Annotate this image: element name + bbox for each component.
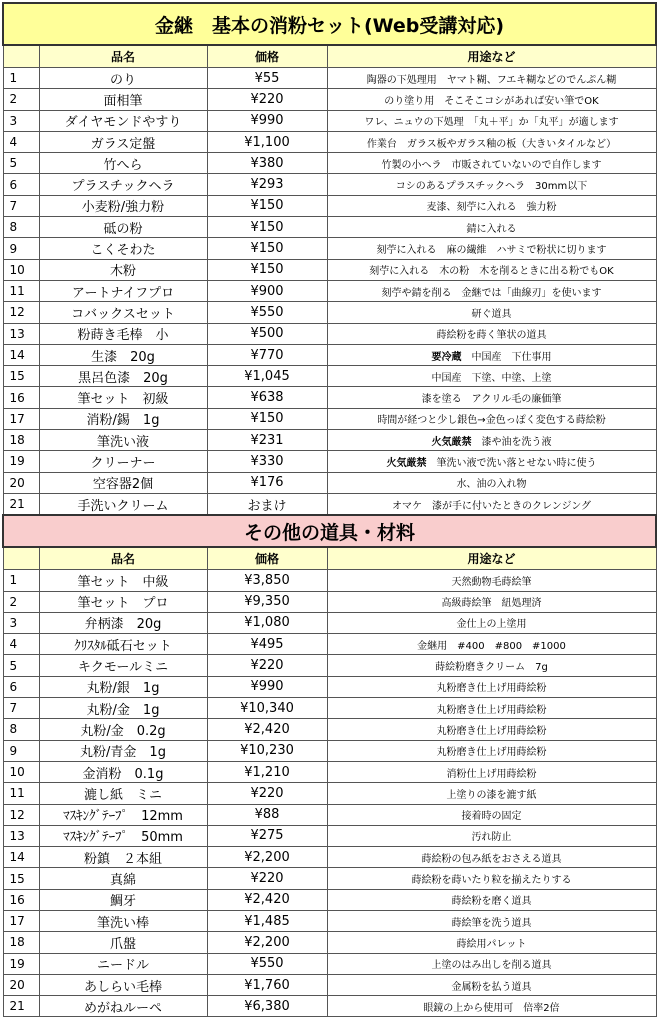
item-use-text: 中国産 下仕事用 [461,351,552,363]
item-number: 11 [3,783,39,804]
table-row [3,451,656,472]
item-price: ¥1,210 [207,761,327,782]
item-use-text: 蒔絵用パレット [456,938,527,950]
item-number: 2 [3,591,39,612]
item-use-text: ワレ、ニュウの下処理 「丸＋平」か「丸平」が適します [364,117,619,129]
item-price: ¥2,420 [207,719,327,740]
table-row [3,868,656,889]
table-row [3,217,656,238]
item-number: 3 [3,110,39,131]
item-use-text: 眼鏡の上から使用可 倍率2倍 [423,1002,560,1014]
item-number: 18 [3,932,39,953]
item-use [327,387,656,408]
item-use [327,89,656,110]
item-use-text: 丸粉磨き仕上げ用蒔絵粉 [436,704,547,716]
item-use-text: 天然動物毛蒔絵筆 [451,576,532,588]
item-price: ¥220 [207,868,327,889]
table-row [3,493,656,515]
header-number [3,45,39,68]
item-use [327,783,656,804]
table-row [3,280,656,301]
item-use [327,131,656,152]
item-use [327,932,656,953]
item-use [327,430,656,451]
header-row [3,547,656,570]
table-row [3,655,656,676]
table-row [3,698,656,719]
table-row [3,89,656,110]
item-use [327,280,656,301]
item-price: おまけ [207,493,327,515]
item-use-text: 丸粉磨き仕上げ用蒔絵粉 [436,683,547,695]
item-number: 13 [3,825,39,846]
item-use-text: 接着時の固定 [461,811,522,823]
item-price: ¥550 [207,302,327,323]
item-use-text: 刻苧に入れる 木の粉 木を削るときに出る粉でもOK [369,266,614,278]
item-price: ¥2,200 [207,847,327,868]
item-price: ¥990 [207,110,327,131]
table-row [3,302,656,323]
item-number: 16 [3,387,39,408]
warning-label: 火気厳禁 [431,436,472,448]
item-use [327,996,656,1017]
table-row [3,472,656,493]
item-use [327,110,656,131]
item-use [327,847,656,868]
item-number: 1 [3,68,39,89]
item-name: 手洗いクリーム [39,493,207,515]
table-row [3,323,656,344]
item-use-text: 竹製の小へラ 市販されていないので自作します [381,159,602,171]
item-price: ¥495 [207,634,327,655]
table-row [3,847,656,868]
item-name: ガラス定盤 [39,131,207,152]
item-name: 丸粉/銀 1g [39,676,207,697]
item-name: あしらい毛棒 [39,974,207,995]
item-price: ¥1,080 [207,612,327,633]
item-number: 6 [3,676,39,697]
basic-set-section [3,3,656,515]
item-price: ¥88 [207,804,327,825]
item-name: めがねルーペ [39,996,207,1017]
header-number [3,547,39,570]
item-name: 金消粉 0.1g [39,761,207,782]
item-number: 8 [3,217,39,238]
item-use-text: コシのあるプラスチックヘラ 30mm以下 [395,181,588,193]
item-price: ¥3,850 [207,570,327,591]
item-use-text: 錆に入れる [466,223,517,235]
item-name: 空容器2個 [39,472,207,493]
item-name: 筆セット 中級 [39,570,207,591]
item-use [327,570,656,591]
item-number: 12 [3,804,39,825]
item-use [327,676,656,697]
item-use [327,655,656,676]
item-use-text: 蒔絵粉を蒔く筆状の道具 [436,330,547,342]
item-price: ¥6,380 [207,996,327,1017]
item-name: ﾏｽｷﾝｸﾞﾃｰﾌﾟ 50mm [39,825,207,846]
item-price: ¥1,760 [207,974,327,995]
item-use-text: 上塗のはみ出しを削る道具 [431,960,552,972]
item-name: ｸﾘｽﾀﾙ砥石セット [39,634,207,655]
item-number: 4 [3,131,39,152]
item-price: ¥150 [207,408,327,429]
item-use-text: 研ぐ道具 [471,308,512,320]
item-number: 2 [3,89,39,110]
item-name: 漉し紙 ミニ [39,783,207,804]
item-use [327,238,656,259]
item-number: 14 [3,847,39,868]
item-price: ¥220 [207,783,327,804]
item-name: プラスチックヘラ [39,174,207,195]
item-number: 5 [3,655,39,676]
table-row [3,591,656,612]
item-name: 筆セット プロ [39,591,207,612]
item-number: 20 [3,472,39,493]
item-number: 17 [3,408,39,429]
item-number: 10 [3,259,39,280]
table-row [3,932,656,953]
item-number: 7 [3,195,39,216]
item-number: 10 [3,761,39,782]
item-number: 12 [3,302,39,323]
item-price: ¥220 [207,89,327,110]
table-row [3,259,656,280]
item-name: ダイヤモンドやすり [39,110,207,131]
item-use-text: 蒔絵粉の包み紙をおさえる道具 [421,853,562,865]
item-use [327,719,656,740]
item-use-text: 蒔絵粉を蒔いたり粒を揃えたりする [411,875,572,887]
item-number: 13 [3,323,39,344]
table-row [3,804,656,825]
item-use [327,591,656,612]
table-row [3,783,656,804]
item-use [327,153,656,174]
item-price: ¥275 [207,825,327,846]
item-name: のり [39,68,207,89]
price-sheet [2,2,655,1017]
item-price: ¥2,420 [207,889,327,910]
item-name: 丸粉/金 0.2g [39,719,207,740]
item-name: 粉鎮 ２本組 [39,847,207,868]
item-name: キクモールミニ [39,655,207,676]
section-title-row [3,515,656,547]
sheet-title: 金継 基本の消粉セット(Web受講対応) [3,3,656,45]
item-number: 17 [3,910,39,931]
item-price: ¥9,350 [207,591,327,612]
table-row [3,761,656,782]
item-use [327,174,656,195]
item-name: 消粉/錫 1g [39,408,207,429]
table-row [3,676,656,697]
item-use [327,761,656,782]
item-price: ¥2,200 [207,932,327,953]
table-row [3,740,656,761]
item-price: ¥55 [207,68,327,89]
table-row [3,889,656,910]
table-row [3,153,656,174]
table-row [3,634,656,655]
item-number: 9 [3,238,39,259]
item-name: 真綿 [39,868,207,889]
table-row [3,953,656,974]
item-number: 14 [3,344,39,365]
header-use: 用途など [327,45,656,68]
item-name: 木粉 [39,259,207,280]
item-name: コバックスセット [39,302,207,323]
item-use-text: 刻苧に入れる 麻の繊維 ハサミで粉状に切ります [376,245,607,257]
item-price: ¥770 [207,344,327,365]
item-price: ¥900 [207,280,327,301]
header-row [3,45,656,68]
item-use [327,612,656,633]
item-use-text: 丸粉磨き仕上げ用蒔絵粉 [436,747,547,759]
item-name: こくそわた [39,238,207,259]
table-row [3,910,656,931]
item-use-text: 丸粉磨き仕上げ用蒔絵粉 [436,725,547,737]
item-number: 20 [3,974,39,995]
item-price: ¥150 [207,195,327,216]
item-number: 18 [3,430,39,451]
table-row [3,68,656,89]
item-number: 16 [3,889,39,910]
item-use [327,472,656,493]
table-row [3,612,656,633]
item-use [327,493,656,515]
table-row [3,110,656,131]
item-name: 竹へら [39,153,207,174]
item-price: ¥220 [207,655,327,676]
table-row [3,387,656,408]
item-price: ¥150 [207,217,327,238]
item-number: 3 [3,612,39,633]
item-number: 5 [3,153,39,174]
table-row [3,719,656,740]
item-use [327,195,656,216]
item-number: 6 [3,174,39,195]
table-row [3,408,656,429]
item-use [327,825,656,846]
item-use [327,698,656,719]
item-price: ¥638 [207,387,327,408]
item-name: 筆セット 初級 [39,387,207,408]
table-row [3,238,656,259]
item-use-text: 蒔絵粉を磨く道具 [451,896,532,908]
item-number: 9 [3,740,39,761]
table-row [3,195,656,216]
item-name: ニードル [39,953,207,974]
header-name: 品名 [39,547,207,570]
item-use-text: 蒔絵筆を洗う道具 [451,917,532,929]
item-use [327,68,656,89]
header-price: 価格 [207,547,327,570]
item-use-text: オマケ 漆が手に付いたときのクレンジング [391,500,592,512]
item-name: 丸粉/青金 1g [39,740,207,761]
item-use [327,259,656,280]
item-price: ¥1,485 [207,910,327,931]
item-name: 粉蒔き毛棒 小 [39,323,207,344]
header-use: 用途など [327,547,656,570]
item-use-text: 金属粉を払う道具 [451,981,532,993]
header-price: 価格 [207,45,327,68]
item-name: アートナイフプロ [39,280,207,301]
item-use-text: 時間が経つと少し銀色→金色っぽく変色する蒔絵粉 [377,415,606,427]
item-use [327,451,656,472]
table-row [3,174,656,195]
item-name: ﾏｽｷﾝｸﾞﾃｰﾌﾟ 12mm [39,804,207,825]
item-number: 4 [3,634,39,655]
item-use-text: 金仕上の上塗用 [456,619,527,631]
item-use [327,740,656,761]
item-use-text: 蒔絵粉磨きクリーム 7g [435,662,548,674]
item-use [327,868,656,889]
warning-label: 火気厳禁 [386,457,427,469]
item-price: ¥150 [207,238,327,259]
item-number: 21 [3,493,39,515]
table-row [3,570,656,591]
item-use-text: 刻苧や錆を削る 金継では「曲線刃」を使います [381,287,602,299]
table-row [3,344,656,365]
item-use-text: 筆洗い液で洗い落とせない時に使う [426,457,597,469]
item-use [327,366,656,387]
item-name: 砥の粉 [39,217,207,238]
item-name: 面相筆 [39,89,207,110]
item-name: 黒呂色漆 20g [39,366,207,387]
item-price: ¥550 [207,953,327,974]
item-name: 生漆 20g [39,344,207,365]
item-number: 7 [3,698,39,719]
section-title: その他の道具・材料 [3,515,656,547]
item-name: クリーナー [39,451,207,472]
item-name: 筆洗い棒 [39,910,207,931]
item-number: 19 [3,953,39,974]
item-number: 15 [3,868,39,889]
item-use-text: 汚れ防止 [471,832,512,844]
item-name: 弁柄漆 20g [39,612,207,633]
item-name: 丸粉/金 1g [39,698,207,719]
item-name: 鯛牙 [39,889,207,910]
price-table [2,2,657,1017]
item-use-text: 消粉仕上げ用蒔絵粉 [446,768,537,780]
table-row [3,430,656,451]
header-name: 品名 [39,45,207,68]
warning-label: 要冷蔵 [431,351,462,363]
item-use [327,889,656,910]
table-row [3,825,656,846]
item-use-text: 金継用 #400 #800 #1000 [417,640,566,652]
item-price: ¥231 [207,430,327,451]
table-row [3,366,656,387]
item-number: 15 [3,366,39,387]
item-name: 小麦粉/強力粉 [39,195,207,216]
item-price: ¥1,100 [207,131,327,152]
table-row [3,131,656,152]
item-price: ¥1,045 [207,366,327,387]
item-use [327,953,656,974]
item-number: 1 [3,570,39,591]
item-use [327,910,656,931]
item-price: ¥990 [207,676,327,697]
item-price: ¥330 [207,451,327,472]
item-use [327,408,656,429]
item-use [327,323,656,344]
item-number: 21 [3,996,39,1017]
item-use-text: 上塗りの漆を漉す紙 [446,789,537,801]
item-use-text: 高級蒔絵筆 紐処理済 [441,598,542,610]
item-price: ¥380 [207,153,327,174]
item-use-text: のり塗り用 そこそこコシがあれば安い筆でOK [384,95,599,107]
item-use-text: 漆や油を洗う液 [471,436,552,448]
item-name: 筆洗い液 [39,430,207,451]
item-price: ¥500 [207,323,327,344]
other-tools-section [3,515,656,1017]
table-row [3,974,656,995]
item-price: ¥10,230 [207,740,327,761]
item-use-text: 中国産 下塗、中塗、上塗 [431,372,552,384]
item-use-text: 麦漆、刻苧に入れる 強力粉 [426,202,557,214]
item-use [327,302,656,323]
item-use-text: 水、油の入れ物 [456,479,527,491]
item-use-text: 漆を塗る アクリル毛の廉価筆 [421,394,562,406]
item-use [327,634,656,655]
item-price: ¥150 [207,259,327,280]
item-use [327,217,656,238]
item-use [327,344,656,365]
item-name: 爪盤 [39,932,207,953]
item-use [327,804,656,825]
item-number: 11 [3,280,39,301]
item-price: ¥293 [207,174,327,195]
item-use-text: 陶器の下処理用 ヤマト糊、フエキ糊などのでんぷん糊 [366,74,617,86]
title-row [3,3,656,45]
item-price: ¥10,340 [207,698,327,719]
item-use [327,974,656,995]
item-number: 8 [3,719,39,740]
table-row [3,996,656,1017]
item-number: 19 [3,451,39,472]
item-price: ¥176 [207,472,327,493]
item-use-text: 作業台 ガラス板やガラス釉の板（大きいタイルなど） [366,138,617,150]
